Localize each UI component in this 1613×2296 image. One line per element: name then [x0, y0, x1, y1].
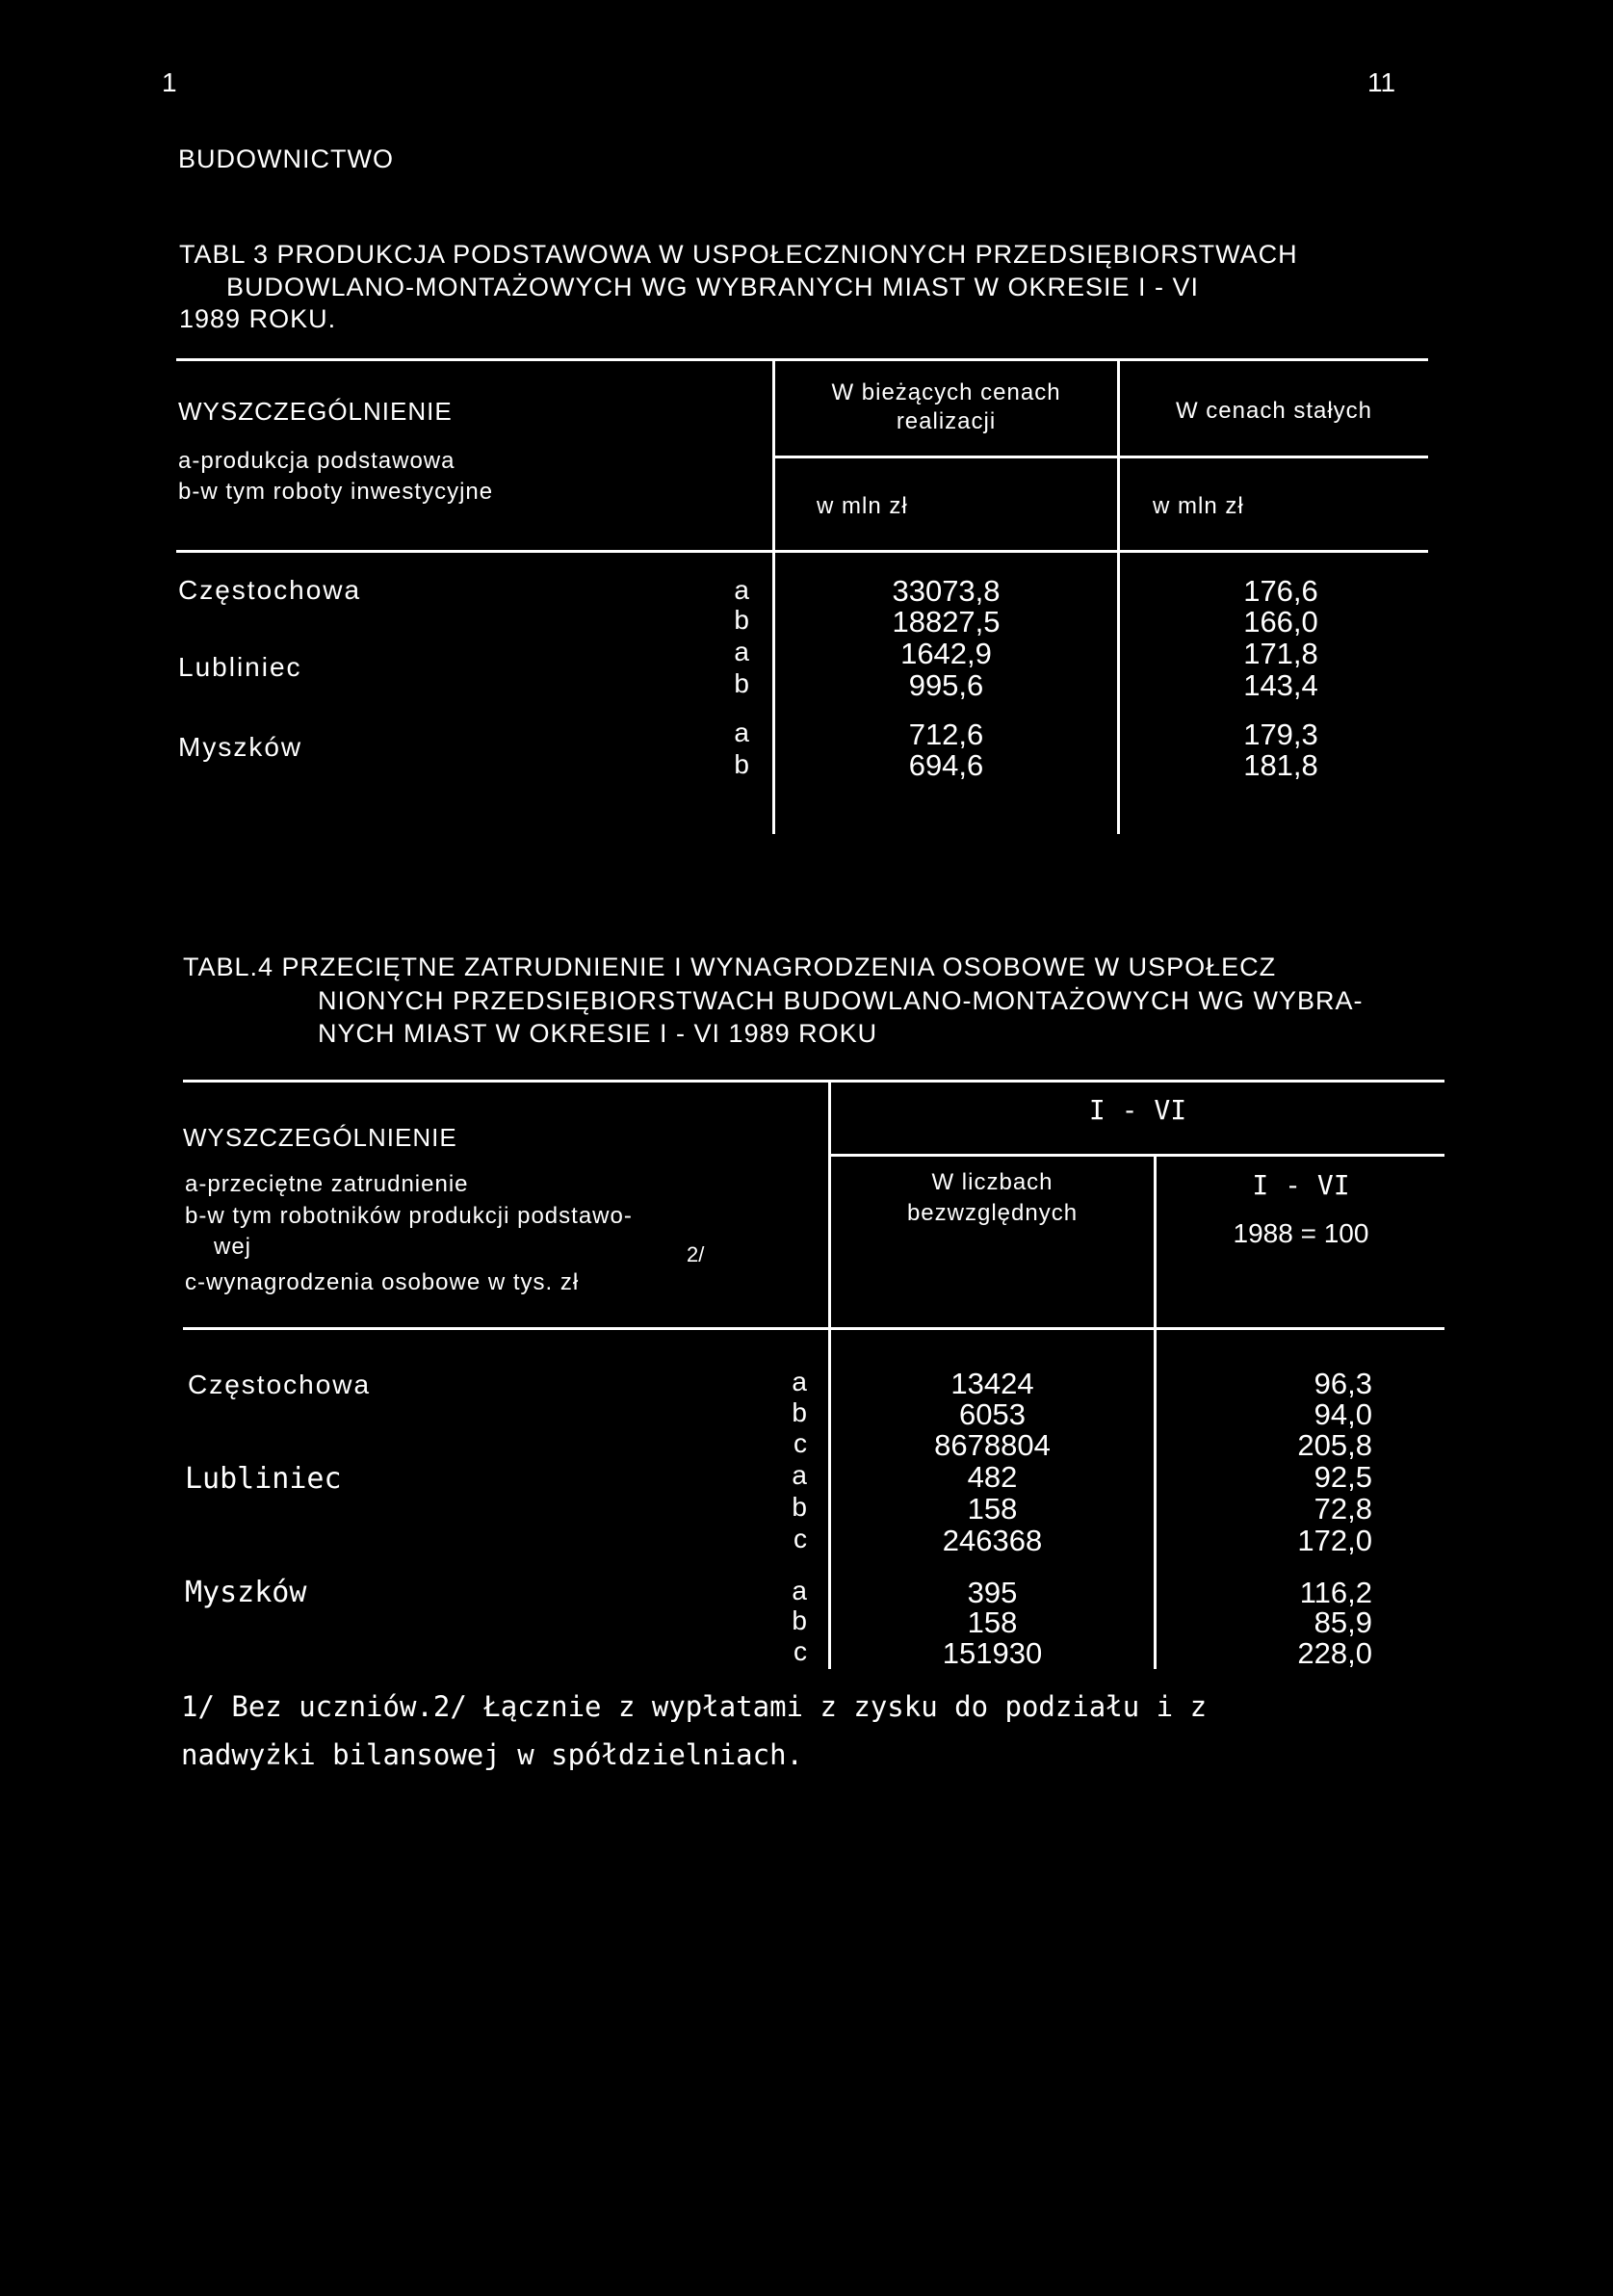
table4-legend-c: c-wynagrodzenia osobowe w tys. zł: [185, 1269, 580, 1295]
table4-value: 13424: [950, 1367, 1034, 1400]
table3-title-line2: BUDOWLANO-MONTAŻOWYCH WG WYBRANYCH MIAST W OKRESIE I - VI: [226, 273, 1200, 301]
table3-col2-head: W cenach stałych: [1175, 398, 1373, 424]
table4-title-line2: NIONYCH PRZEDSIĘBIORSTWACH BUDOWLANO-MONTAŻOWYCH WG WYBRA-: [318, 986, 1364, 1015]
table4-index: 228,0: [1297, 1636, 1372, 1670]
table4-title-line1: TABL.4 PRZECIĘTNE ZATRUDNIENIE I WYNAGRODZENIA OSOBOWE W USPOŁECZ: [183, 952, 1277, 981]
table4-legend-a: a-przeciętne zatrudnienie: [185, 1171, 469, 1197]
page-number: 11: [1367, 67, 1396, 97]
table4-header-rule: [183, 1327, 1444, 1330]
table3-col1-head-1: W bieżących cenach: [831, 379, 1061, 405]
row-letter: a: [792, 1576, 807, 1605]
table4-city: Częstochowa: [188, 1370, 372, 1399]
table3-value: 33073,8: [892, 574, 1001, 608]
table4-index: 72,8: [1314, 1492, 1372, 1526]
row-letter: c: [793, 1524, 807, 1553]
row-letter: c: [793, 1428, 807, 1458]
table4-value: 482: [967, 1460, 1018, 1494]
table3-header-rule: [176, 550, 1428, 553]
table3-sub-rule: [772, 456, 1428, 458]
table4-city: Lubliniec: [185, 1462, 342, 1496]
table4-index: 205,8: [1297, 1428, 1372, 1462]
table4-city: Myszków: [185, 1576, 307, 1609]
table4-col2-head-2: 1988 = 100: [1233, 1218, 1369, 1248]
table3-value: 712,6: [908, 718, 984, 751]
table3-value: 18827,5: [892, 605, 1001, 639]
table3-value: 181,8: [1243, 748, 1318, 782]
table3-value: 143,4: [1243, 668, 1318, 702]
table4-value: 246368: [942, 1524, 1043, 1557]
table4-col1-head-1: W liczbach: [931, 1169, 1054, 1195]
table3-value: 1642,9: [900, 637, 992, 670]
table4-value: 6053: [959, 1397, 1026, 1431]
row-letter: b: [792, 1397, 807, 1427]
table4-legend-b1: b-w tym robotników produkcji podstawo-: [185, 1203, 633, 1229]
corner-mark: 1: [162, 67, 177, 97]
table4-index: 96,3: [1314, 1367, 1372, 1400]
row-letter: b: [734, 668, 749, 698]
table4-value: 8678804: [934, 1428, 1051, 1462]
table4-legend-b2: wej: [214, 1234, 252, 1260]
table3-spec-label: WYSZCZEGÓLNIENIE: [178, 397, 453, 426]
table4-spec-label: WYSZCZEGÓLNIENIE: [183, 1123, 457, 1152]
table4-index: 92,5: [1314, 1460, 1372, 1494]
row-letter: a: [734, 637, 749, 666]
table4-index: 85,9: [1314, 1605, 1372, 1639]
table3-legend-b: b-w tym roboty inwestycyjne: [178, 479, 494, 505]
table4-col1-head-2: bezwzględnych: [906, 1200, 1079, 1226]
table3-city: Myszków: [178, 732, 303, 762]
table3-col1-head-2: realizacji: [896, 408, 997, 434]
table3-title-line3: 1989 ROKU.: [179, 304, 337, 333]
table4-top-rule: [183, 1080, 1444, 1083]
footnote-line2: nadwyżki bilansowej w spółdzielniach.: [181, 1738, 804, 1771]
table4-title-line3: NYCH MIAST W OKRESIE I - VI 1989 ROKU: [318, 1019, 878, 1048]
table3-unit-1: w mln zł: [817, 493, 908, 519]
table4-index: 172,0: [1297, 1524, 1372, 1557]
section-title: BUDOWNICTWO: [178, 144, 394, 173]
table4-value: 395: [967, 1576, 1018, 1609]
table3-value: 171,8: [1243, 637, 1318, 670]
table4-index: 116,2: [1299, 1576, 1372, 1609]
table3-value: 694,6: [908, 748, 984, 782]
row-letter: a: [734, 718, 749, 747]
table4-value: 151930: [942, 1636, 1043, 1670]
row-letter: a: [792, 1367, 807, 1396]
row-letter: b: [734, 605, 749, 635]
row-letter: b: [792, 1492, 807, 1522]
row-letter: b: [792, 1605, 807, 1635]
footnote-line1: 1/ Bez uczniów.2/ Łącznie z wypłatami z zysku do podziału i z: [181, 1690, 1208, 1723]
table4-period-head: I - VI: [1088, 1094, 1187, 1126]
table3-city: Częstochowa: [178, 575, 362, 605]
table3-city: Lubliniec: [178, 652, 302, 682]
table3-vline-2: [1117, 358, 1120, 834]
table3-value: 166,0: [1243, 605, 1318, 639]
row-letter: a: [792, 1460, 807, 1490]
table4-col2-head-1: I - VI: [1252, 1169, 1350, 1201]
table4-value: 158: [967, 1492, 1018, 1526]
table4-sub-rule: [828, 1154, 1444, 1157]
table3-value: 179,3: [1243, 718, 1318, 751]
row-letter: c: [793, 1636, 807, 1666]
table3-value: 995,6: [908, 668, 984, 702]
table4-value: 158: [967, 1605, 1018, 1639]
table3-top-rule: [176, 358, 1428, 361]
row-letter: b: [734, 749, 749, 779]
table4-index: 94,0: [1314, 1397, 1372, 1431]
table3-unit-2: w mln zł: [1153, 493, 1244, 519]
table3-value: 176,6: [1243, 574, 1318, 608]
table3-legend-a: a-produkcja podstawowa: [178, 448, 455, 474]
row-letter: a: [734, 575, 749, 605]
footnote-marker: 2/: [687, 1242, 705, 1266]
table3-title-line1: TABL 3 PRODUKCJA PODSTAWOWA W USPOŁECZNIONYCH PRZEDSIĘBIORSTWACH: [179, 240, 1298, 269]
